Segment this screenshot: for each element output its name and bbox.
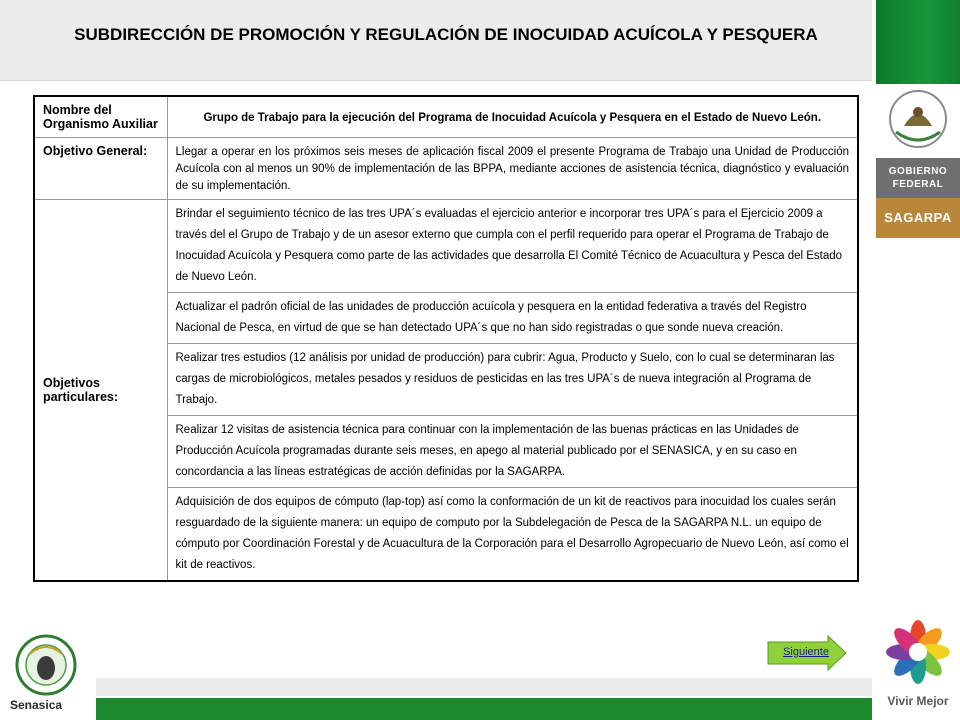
next-button[interactable] bbox=[764, 634, 848, 672]
next-link-label[interactable]: Siguiente bbox=[783, 646, 829, 658]
sidebar-green-block bbox=[876, 0, 960, 84]
table-row bbox=[34, 96, 858, 138]
table-row bbox=[34, 138, 858, 200]
vivir-mejor-label: Vivir Mejor bbox=[887, 694, 949, 708]
objetivo-particular-3: Realizar tres estudios (12 análisis por unidad de producción) para cubrir: Agua, Producto y Suelo, con lo cual se determinaran las cargas de microbiológicos, metales pesados y residuos de pesticidas en las tres UPA´s de nueva integración al Programa de Trabajo. bbox=[167, 344, 858, 416]
row-value-organismo: Grupo de Trabajo para la ejecución del Programa de Inocuidad Acuícola y Pesquera en el Estado de Nuevo León. bbox=[167, 96, 858, 138]
senasica-seal-icon bbox=[6, 632, 86, 698]
row-value-objetivo-general: Llegar a operar en los próximos seis meses de aplicación fiscal 2009 el presente Programa de Trabajo una Unidad de Producción Acuícola con al menos un 90% de implementación de las BPPA, mediante acciones de asistencia técnica, diagnóstico y evaluación de su implementación. bbox=[167, 138, 858, 200]
gobierno-federal-label: GOBIERNO FEDERAL bbox=[876, 158, 960, 198]
row-label-organismo: Nombre del Organismo Auxiliar bbox=[34, 96, 167, 138]
table-row bbox=[34, 200, 858, 293]
mexico-seal-icon bbox=[882, 88, 954, 150]
footer-grey-band bbox=[96, 678, 872, 696]
row-label-objetivo-general: Objetivo General: bbox=[34, 138, 167, 200]
sagarpa-label: SAGARPA bbox=[876, 198, 960, 238]
objetivo-particular-5: Adquisición de dos equipos de cómputo (lap-top) así como la conformación de un kit de reactivos para inocuidad los cuales serán resguardado de la siguiente manera: un equipo de computo por la Subdelegación de Pesca de la SAGARPA N.L. un equipo de cómputo por Coordinación Forestal y de Acuacultura de la Corporación para el Desarrollo Agropecuario de Nuevo León, así como el kit de reactivos. bbox=[175, 496, 849, 571]
vivir-mejor-flower-icon bbox=[884, 618, 952, 686]
program-table bbox=[33, 95, 859, 582]
header-band bbox=[0, 0, 872, 81]
senasica-logo-text: Senasica bbox=[10, 698, 63, 712]
objetivo-particular-1: Brindar el seguimiento técnico de las tres UPA´s evaluadas el ejercicio anterior e incorporar tres UPA´s para el Ejercicio 2009 a través del el Grupo de Trabajo y de un asesor externo que cumpla con el perfil requerido para operar el Programa de Trabajo de Inocuidad Acuícola y Pesquera como parte de las actividades que desarrolla El Comité Técnico de Acuacultura y Pesca del Estado de Nuevo León. bbox=[167, 200, 858, 293]
footer-green-band bbox=[96, 698, 872, 720]
row-label-objetivos-particulares: Objetivos particulares: bbox=[34, 200, 167, 582]
government-sidebar bbox=[876, 0, 960, 720]
objetivo-particular-2: Actualizar el padrón oficial de las unidades de producción acuícola y pesquera en la entidad federativa a través del Registro Nacional de Pesca, en virtud de que se han detectado UPA´s que no han sido registradas o que sonde nueva creación. bbox=[167, 293, 858, 344]
objetivo-particular-4: Realizar 12 visitas de asistencia técnica para continuar con la implementación de las buenas prácticas en las Unidades de Producción Acuícola programadas durante seis meses, en apego al material publicado por el SENASICA, y en su caso en concordancia a las líneas estratégicas de acción definidas por la SAGARPA. bbox=[167, 416, 858, 488]
page-title: SUBDIRECCIÓN DE PROMOCIÓN Y REGULACIÓN DE INOCUIDAD ACUÍCOLA Y PESQUERA bbox=[74, 25, 818, 44]
